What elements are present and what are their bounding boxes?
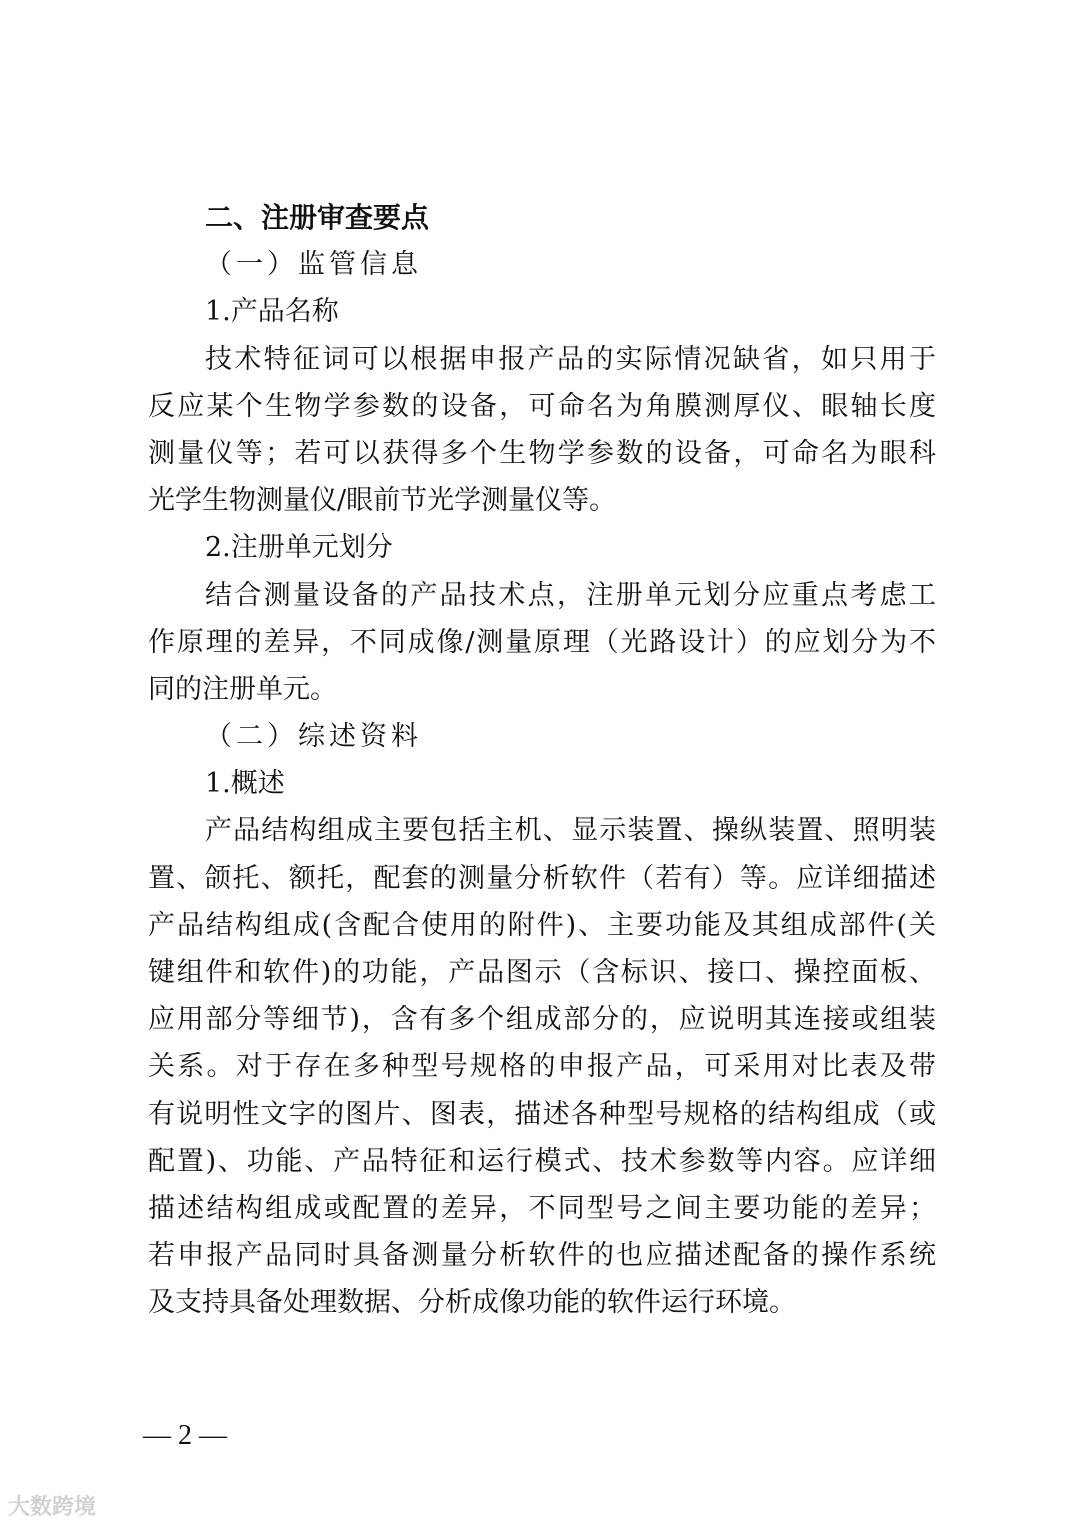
subsection-heading: （二）综述资料 xyxy=(205,721,422,753)
paragraph-line: 配置)、功能、产品特征和运行模式、技术参数等内容。应详细 xyxy=(148,1145,936,1177)
paragraph-line: 产品结构组成主要包括主机、显示装置、操纵装置、照明装 xyxy=(205,815,936,847)
item-heading: 1.概述 xyxy=(205,768,285,800)
item-heading: 2.注册单元划分 xyxy=(205,532,393,564)
paragraph-line: 技术特征词可以根据申报产品的实际情况缺省，如只用于 xyxy=(205,343,936,375)
paragraph-line: 作原理的差异，不同成像/测量原理（光路设计）的应划分为不 xyxy=(148,626,936,658)
paragraph-line: 及支持具备处理数据、分析成像功能的软件运行环境。 xyxy=(148,1287,796,1319)
paragraph-line: 关系。对于存在多种型号规格的申报产品，可采用对比表及带 xyxy=(148,1051,936,1083)
subsection-heading: （一）监管信息 xyxy=(205,249,422,281)
paragraph-line: 描述结构组成或配置的差异，不同型号之间主要功能的差异； xyxy=(148,1192,936,1224)
item-heading: 1.产品名称 xyxy=(205,296,339,328)
page-number: — 2 — xyxy=(143,1420,227,1451)
paragraph-line: 结合测量设备的产品技术点，注册单元划分应重点考虑工 xyxy=(205,579,936,611)
section-heading: 二、注册审查要点 xyxy=(205,201,430,234)
paragraph-line: 同的注册单元。 xyxy=(148,673,337,705)
watermark-logo: 大数跨境 xyxy=(8,1495,97,1520)
paragraph-line: 反应某个生物学参数的设备，可命名为角膜测厚仪、眼轴长度 xyxy=(148,390,936,422)
document-body xyxy=(148,194,936,1327)
paragraph-line: 有说明性文字的图片、图表，描述各种型号规格的结构组成（或 xyxy=(148,1098,936,1130)
paragraph-line: 测量仪等；若可以获得多个生物学参数的设备，可命名为眼科 xyxy=(148,437,936,469)
paragraph-line: 光学生物测量仪/眼前节光学测量仪等。 xyxy=(148,485,617,517)
paragraph-line: 置、颌托、额托，配套的测量分析软件（若有）等。应详细描述 xyxy=(148,862,936,894)
paragraph-line: 若申报产品同时具备测量分析软件的也应描述配备的操作系统 xyxy=(148,1240,936,1272)
paragraph-line: 产品结构组成(含配合使用的附件)、主要功能及其组成部件(关 xyxy=(148,909,936,941)
paragraph-line: 键组件和软件)的功能，产品图示（含标识、接口、操控面板、 xyxy=(148,957,936,988)
paragraph-line: 应用部分等细节)，含有多个组成部分的，应说明其连接或组装 xyxy=(148,1004,936,1036)
